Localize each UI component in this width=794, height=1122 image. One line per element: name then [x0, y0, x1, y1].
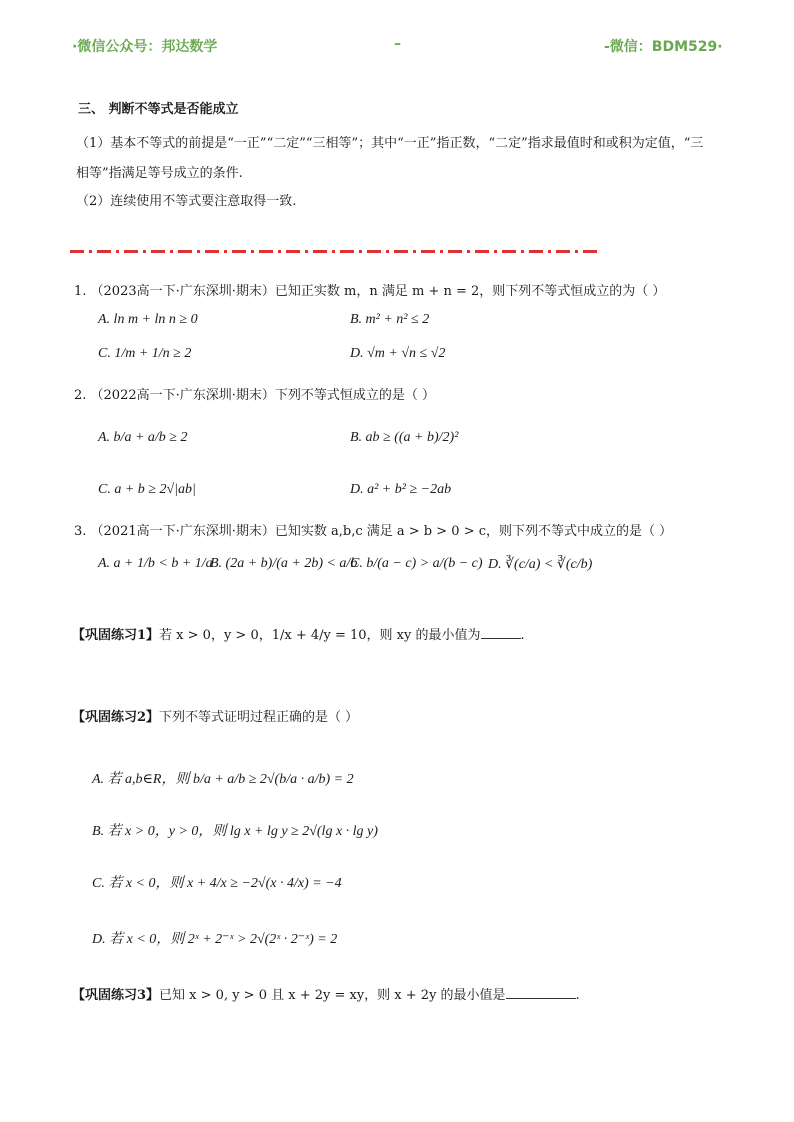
q1-option-d: D. √m + √n ≤ √2 [350, 346, 446, 361]
header-center: – [394, 36, 401, 52]
exercise-3 [72, 984, 580, 1003]
ex2-option-b: B. 若 x > 0，y > 0，则 lg x + lg y ≥ 2√(lg x · lg y) [92, 824, 378, 839]
q1-stem: 1. （2023高一下·广东深圳·期末）已知正实数 m，n 满足 m + n = 2，则下列不等式恒成立的为（ ） [74, 284, 666, 299]
q1-option-c: C. 1/m + 1/n ≥ 2 [98, 346, 192, 361]
q3-option-b: B. (2a + b)/(a + 2b) < a/b [210, 556, 358, 571]
q2-option-d: D. a² + b² ≥ −2ab [350, 482, 452, 497]
dashed-divider [70, 250, 598, 253]
q3-stem: 3. （2021高一下·广东深圳·期末）已知实数 a,b,c 满足 a > b > 0 > c，则下列不等式中成立的是（ ） [74, 524, 673, 539]
q3-option-d: D. ∛(c/a) < ∛(c/b) [488, 557, 593, 572]
q3-option-c: C. b/(a − c) > a/(b − c) [350, 556, 483, 571]
q3-option-a: A. a + 1/b < b + 1/a [98, 556, 213, 571]
exercise-2-label: 【巩固练习2】 [72, 710, 160, 725]
ex2-option-a: A. 若 a,b∈R，则 b/a + a/b ≥ 2√(b/a · a/b) = 2 [92, 772, 354, 787]
q2-option-b: B. ab ≥ ((a + b)/2)² [350, 430, 459, 445]
exercise-2-text: 下列不等式证明过程正确的是（ ） [159, 710, 359, 725]
q1-option-b: B. m² + n² ≤ 2 [350, 312, 430, 327]
q2-option-c: C. a + b ≥ 2√|ab| [98, 482, 196, 497]
exercise-3-blank[interactable] [506, 986, 576, 999]
exercise-3-end: . [575, 988, 580, 1003]
note-1-line-1: （1）基本不等式的前提是“一正”“二定”“三相等”；其中“一正”指正数，“二定”指求最值时和或积为定值，“三 [76, 136, 704, 151]
header-left: ·微信公众号：邦达数学 [72, 39, 218, 55]
q2-stem: 2. （2022高一下·广东深圳·期末）下列不等式恒成立的是（ ） [74, 388, 436, 403]
exercise-1-blank[interactable] [481, 626, 521, 639]
ex2-option-c: C. 若 x < 0，则 x + 4/x ≥ −2√(x · 4/x) = −4 [92, 876, 342, 891]
q1-option-a: A. ln m + ln n ≥ 0 [98, 312, 198, 327]
section-title: 三、 判断不等式是否能成立 [78, 102, 239, 117]
note-1-line-2: 相等”指满足等号成立的条件. [76, 166, 243, 181]
exercise-1-label: 【巩固练习1】 [72, 628, 160, 643]
q2-option-a: A. b/a + a/b ≥ 2 [98, 430, 188, 445]
exercise-3-text: 已知 x > 0, y > 0 且 x + 2y = xy，则 x + 2y 的最小值是 [159, 988, 506, 1003]
exercise-1-end: . [520, 628, 525, 643]
note-2: （2）连续使用不等式要注意取得一致. [76, 194, 297, 209]
exercise-2 [72, 706, 358, 725]
exercise-1 [72, 624, 525, 643]
ex2-option-d: D. 若 x < 0，则 2ˣ + 2⁻ˣ > 2√(2ˣ · 2⁻ˣ) = 2 [92, 932, 338, 947]
header-right: -微信：BDM529· [604, 39, 723, 55]
exercise-3-label: 【巩固练习3】 [72, 988, 160, 1003]
exercise-1-text: 若 x > 0，y > 0，1/x + 4/y = 10，则 xy 的最小值为 [159, 628, 481, 643]
